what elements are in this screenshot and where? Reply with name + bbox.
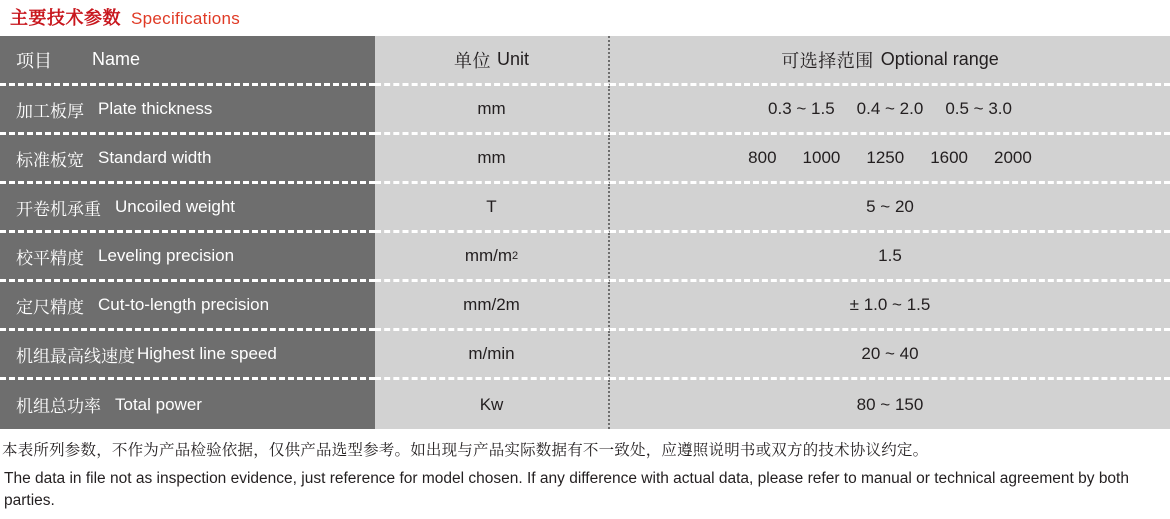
row-name-cell xyxy=(0,184,375,233)
row-unit-value: mm xyxy=(477,148,506,167)
header-range-en: Optional range xyxy=(880,49,999,69)
header-cell-range xyxy=(610,36,1170,86)
table-row xyxy=(0,233,1170,282)
row-range-cell xyxy=(610,380,1170,429)
header-unit-en: Unit xyxy=(496,49,529,69)
range-item: 1250 xyxy=(866,148,905,167)
table-row xyxy=(0,86,1170,135)
page-title-zh: 主要技术参数 xyxy=(10,8,121,28)
header-cell-name xyxy=(0,36,375,86)
page-title xyxy=(0,0,1170,36)
row-unit-cell xyxy=(375,282,610,331)
header-name-en: Name xyxy=(92,49,141,69)
row-unit-cell xyxy=(375,135,610,184)
header-cell-unit xyxy=(375,36,610,86)
row-name-en: Plate thickness xyxy=(98,99,213,118)
range-item: 0.3 ~ 1.5 xyxy=(768,99,835,118)
range-item: 20 ~ 40 xyxy=(861,344,919,363)
row-range-cell xyxy=(610,135,1170,184)
range-item: 5 ~ 20 xyxy=(866,197,914,216)
range-item: 1600 xyxy=(930,148,969,167)
row-name-cell xyxy=(0,135,375,184)
row-name-en: Standard width xyxy=(98,148,212,167)
row-name-en: Total power xyxy=(115,394,202,414)
row-unit-value: mm xyxy=(477,99,506,118)
row-range-cell xyxy=(610,184,1170,233)
range-item: 2000 xyxy=(994,148,1032,167)
row-range-cell xyxy=(610,331,1170,380)
row-name-en: Highest line speed xyxy=(137,344,277,363)
row-name-cell xyxy=(0,86,375,135)
footnote-en: The data in file not as inspection evidence, just reference for model chosen. If any difference with actual data, please refer to manual or technical agreement by both parties. xyxy=(4,469,1129,510)
table-row xyxy=(0,331,1170,380)
header-unit-zh: 单位 xyxy=(453,50,491,71)
row-name-zh: 校平精度 xyxy=(16,248,84,268)
range-item: 800 xyxy=(748,148,777,167)
table-row xyxy=(0,282,1170,331)
row-range-cell xyxy=(610,86,1170,135)
row-unit-cell xyxy=(375,184,610,233)
range-item: 0.5 ~ 3.0 xyxy=(945,99,1012,118)
row-name-zh: 机组总功率 xyxy=(16,397,101,416)
row-name-cell xyxy=(0,331,375,380)
footnote-zh: 本表所列参数，不作为产品检验依据，仅供产品选型参考。如出现与产品实际数据有不一致处，应遵照说明书或双方的技术协议约定。 xyxy=(2,442,929,459)
row-unit-value: mm/m xyxy=(464,246,513,265)
row-unit-cell xyxy=(375,380,610,429)
specifications-table xyxy=(0,36,1170,429)
row-name-zh: 加工板厚 xyxy=(16,101,84,121)
range-item: 0.4 ~ 2.0 xyxy=(856,99,924,118)
row-name-cell xyxy=(0,233,375,282)
row-unit-cell xyxy=(375,233,610,282)
row-name-en: Uncoiled weight xyxy=(115,197,236,216)
row-name-zh: 标准板宽 xyxy=(16,150,84,170)
row-unit-cell xyxy=(375,86,610,135)
row-unit-value: mm/2m xyxy=(463,295,520,314)
row-name-zh: 开卷机承重 xyxy=(16,199,101,219)
range-item: 80 ~ 150 xyxy=(856,394,924,414)
row-range-cell xyxy=(610,282,1170,331)
row-unit-superscript: 2 xyxy=(512,250,519,262)
row-name-cell xyxy=(0,282,375,331)
row-unit-value: T xyxy=(486,197,497,216)
row-name-zh: 机组最高线速度 xyxy=(16,346,135,366)
range-item: 1000 xyxy=(802,148,841,167)
table-row xyxy=(0,380,1170,429)
page-title-en: Specifications xyxy=(131,9,241,28)
row-unit-value: Kw xyxy=(479,394,504,414)
range-item: ± 1.0 ~ 1.5 xyxy=(849,295,931,314)
row-range-cell xyxy=(610,233,1170,282)
table-row xyxy=(0,135,1170,184)
table-row xyxy=(0,184,1170,233)
header-range-zh: 可选择范围 xyxy=(781,50,874,71)
row-name-cell xyxy=(0,380,375,429)
header-name-zh: 项目 xyxy=(16,50,52,71)
row-name-en: Leveling precision xyxy=(98,246,235,265)
row-unit-value: m/min xyxy=(468,344,515,363)
row-name-en: Cut-to-length precision xyxy=(98,295,270,314)
footnotes xyxy=(0,429,1170,513)
row-unit-cell xyxy=(375,331,610,380)
range-item: 1.5 xyxy=(878,246,902,265)
row-name-zh: 定尺精度 xyxy=(16,297,84,317)
table-header-row xyxy=(0,36,1170,86)
